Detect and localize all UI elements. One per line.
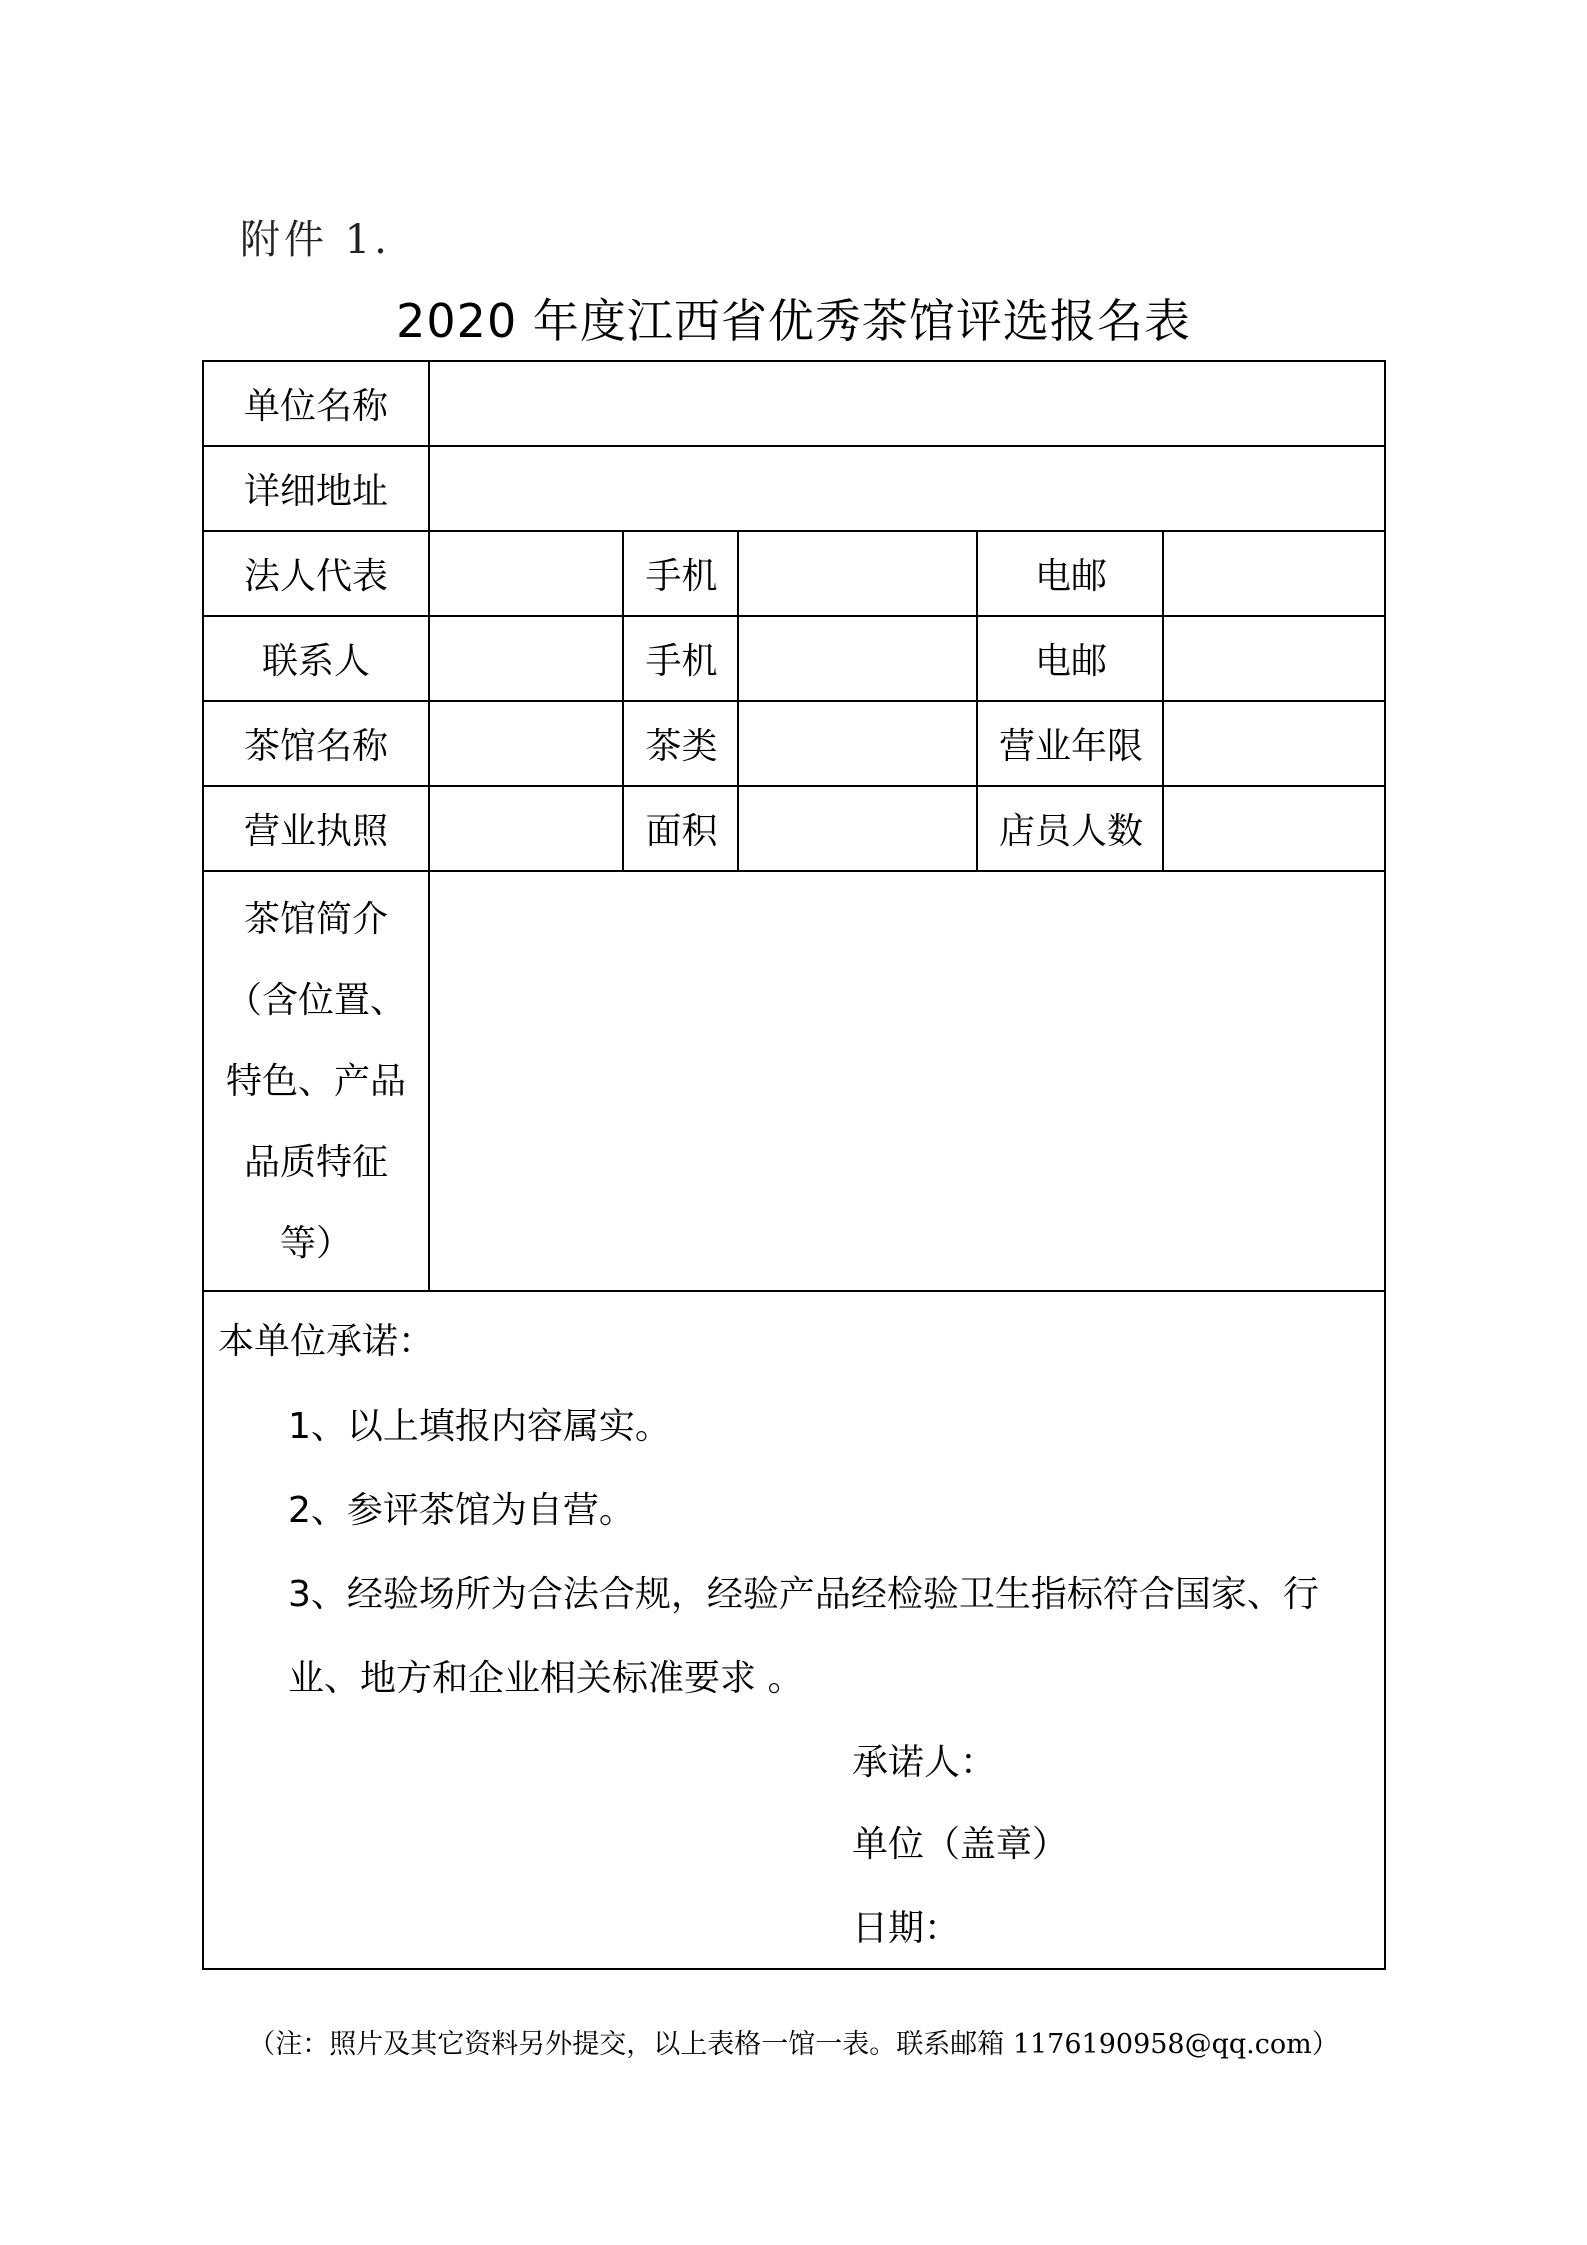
field-business-years[interactable] xyxy=(1164,700,1386,786)
label-contact: 联系人 xyxy=(261,640,370,682)
intro-line: 特色、产品 xyxy=(225,1060,406,1102)
pledge-item-3-cont: 业、地方和企业相关标准要求 。 xyxy=(288,1658,804,1699)
pledge-item-3: 3、经验场所为合法合规，经验产品经检验卫生指标符合国家、行 xyxy=(288,1574,1319,1615)
field-legal-rep-email[interactable] xyxy=(1164,530,1386,616)
field-address[interactable] xyxy=(430,445,1386,531)
intro-line: 品质特征 xyxy=(243,1141,388,1183)
footnote-text: （注：照片及其它资料另外提交，以上表格一馆一表。联系邮箱 xyxy=(248,2029,1013,2060)
field-contact-mobile[interactable] xyxy=(739,615,978,701)
field-contact[interactable] xyxy=(430,615,624,701)
field-tea-type[interactable] xyxy=(739,700,978,786)
label-area: 面积 xyxy=(645,810,718,852)
field-license[interactable] xyxy=(430,785,624,871)
label-tea-type: 茶类 xyxy=(645,725,718,767)
label-address: 详细地址 xyxy=(243,470,388,512)
table-border-bottom xyxy=(202,1968,1386,1970)
field-teahouse-name[interactable] xyxy=(430,700,624,786)
field-teahouse-intro[interactable] xyxy=(430,872,1386,1290)
field-contact-email[interactable] xyxy=(1164,615,1386,701)
label-license: 营业执照 xyxy=(243,810,388,852)
label-legal-rep: 法人代表 xyxy=(243,555,388,597)
pledge-item-1: 1、以上填报内容属实。 xyxy=(288,1406,671,1447)
label-contact-email: 电邮 xyxy=(1034,640,1107,682)
label-legal-rep-mobile: 手机 xyxy=(645,555,718,597)
pledge-item-2: 2、参评茶馆为自营。 xyxy=(288,1490,635,1531)
field-legal-rep-mobile[interactable] xyxy=(739,530,978,616)
label-legal-rep-email: 电邮 xyxy=(1034,555,1107,597)
field-legal-rep[interactable] xyxy=(430,530,624,616)
field-unit-name[interactable] xyxy=(430,360,1386,446)
form-title: 2020 年度江西省优秀茶馆评选报名表 xyxy=(396,294,1191,348)
intro-line: 茶馆简介 xyxy=(243,899,388,941)
label-staff-count: 店员人数 xyxy=(998,810,1143,852)
footnote xyxy=(0,2022,1587,2061)
label-contact-mobile: 手机 xyxy=(645,640,718,682)
label-unit-name: 单位名称 xyxy=(243,385,388,427)
intro-line: 等） xyxy=(279,1222,352,1264)
pledge-heading: 本单位承诺： xyxy=(218,1321,435,1362)
seal-label: 单位（盖章） xyxy=(852,1824,1069,1865)
field-staff-count[interactable] xyxy=(1164,785,1386,871)
attachment-label: 附件 1. xyxy=(240,217,391,263)
field-area[interactable] xyxy=(739,785,978,871)
intro-line: （含位置、 xyxy=(225,980,406,1022)
date-label: 日期： xyxy=(852,1908,961,1949)
signer-label: 承诺人： xyxy=(852,1742,997,1783)
label-teahouse-name: 茶馆名称 xyxy=(243,725,388,767)
contact-email: 1176190958@qq.com） xyxy=(1012,2029,1339,2060)
label-business-years: 营业年限 xyxy=(998,725,1143,767)
label-teahouse-intro xyxy=(202,872,430,1292)
